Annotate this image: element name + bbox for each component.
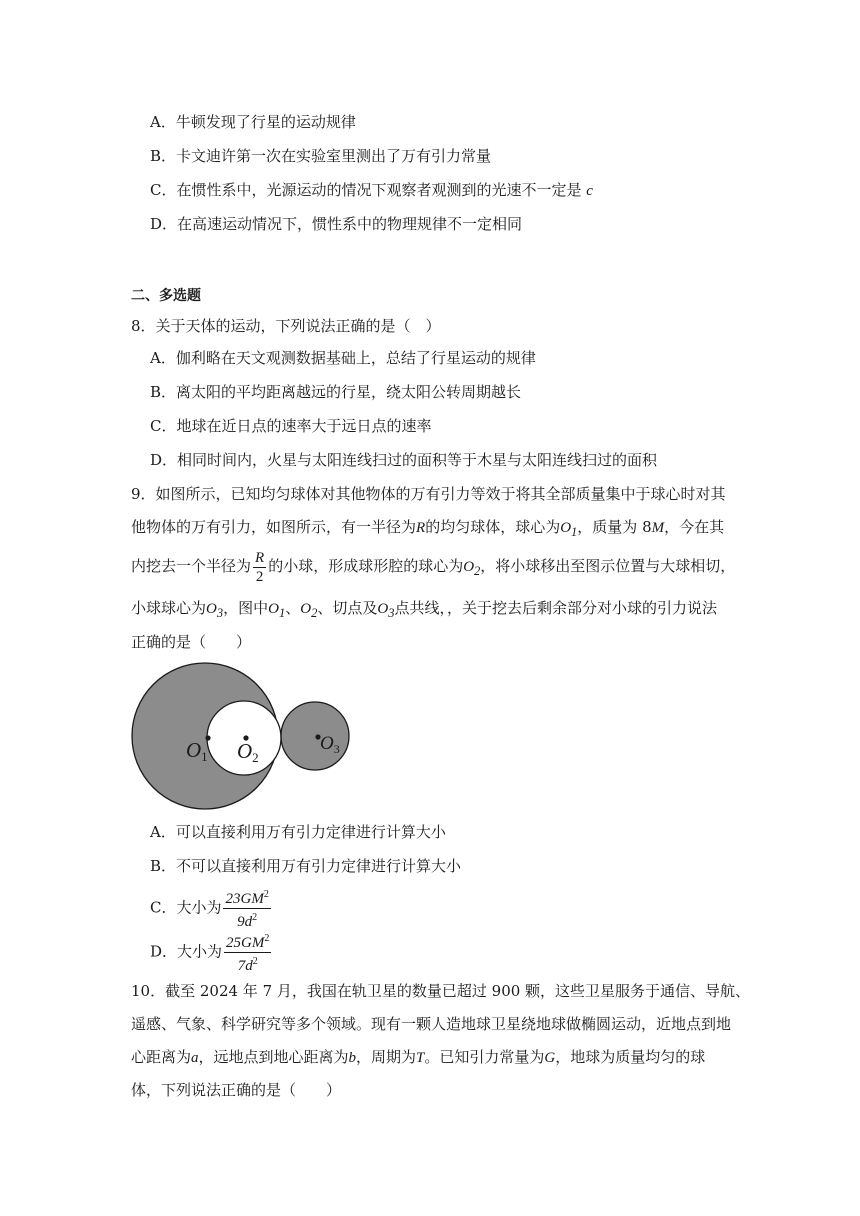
q10-text: 。已知引力常量为 [424,1048,545,1066]
q9-text: ，质量为 8 [577,518,652,536]
q9-var-o3: O [377,601,389,617]
q10-line-1: 10．截至 2024 年 7 月，我国在轨卫星的数量已超过 900 颗，这些卫星服务于通信、导航、 [131,982,751,1000]
q7-option-c-text: C．在惯性系中，光源运动的情况下观察者观测到的光速不一定是 [150,181,582,199]
fraction-denominator: 2 [255,568,264,585]
q7-option-b: B．卡文迪许第一次在实验室里测出了万有引力常量 [150,147,492,165]
q9-sub: 2 [311,606,318,620]
small-sphere [281,702,349,770]
q9-line-5: 正确的是（ ） [131,633,252,651]
q9-text: ，今在其 [664,518,725,536]
q9-var-o3: O [206,601,217,617]
q10-line-3 [131,1047,705,1068]
q9-option-b: B．不可以直接利用万有引力定律进行计算大小 [150,857,462,875]
q9-sub: 3 [216,606,224,620]
q9-text: 他物体的万有引力，如图所示，有一半径为 [131,518,417,536]
q9-sub: 1 [278,606,286,620]
section-heading: 二、多选题 [131,288,201,304]
exponent: 2 [264,933,270,944]
q9-text: 的小球，形成球形腔的球心为 [268,557,464,575]
fraction-numerator [223,886,270,909]
q9-text: 点共线，，关于挖去后剩余部分对小球的引力说法 [394,599,717,617]
q9-text: 小球球心为 [131,599,207,617]
option-label: C．大小为 [150,898,222,917]
q9-var-o2: O [463,559,475,575]
q9-fraction-r-over-2 [253,549,266,586]
label-o: O [237,739,253,763]
q9-text: 的均匀球体，球心为 [425,518,561,536]
fraction-numerator: R [255,549,265,566]
denominator-text: 9d [237,914,253,930]
q10-var-a: a [191,1050,199,1066]
q7-option-c [150,180,593,201]
numerator-text: 23GM [225,891,264,907]
q10-var-t: T [416,1050,425,1066]
label-sub: 2 [252,750,259,765]
q9-text: 、 [285,599,301,617]
q9-var-m: M [651,520,665,536]
label-o: O [186,738,202,762]
q9-option-c-fraction [223,886,270,931]
q7-option-c-var: c [586,183,593,199]
q8-option-c: C．地球在近日点的速率大于远日点的速率 [150,417,432,435]
q9-text: 内挖去一个半径为 [131,557,252,575]
q9-line-4 [131,598,717,623]
q10-line-2: 遥感、气象、科学研究等多个领域。现有一颗人造地球卫星绕地球做椭圆运动，近地点到地 [131,1015,732,1033]
q9-figure [130,661,360,811]
q7-option-d: D．在高速运动情况下，惯性系中的物理规律不一定相同 [150,215,523,233]
q10-text: ，远地点到地心距离为 [198,1048,349,1066]
q9-sub: 2 [474,564,481,578]
q9-sub: 1 [571,525,578,539]
q10-text: ，地球为质量均匀的球 [555,1048,706,1066]
q9-text: ，将小球移出至图示位置与大球相切， [480,557,736,575]
q9-option-a: A．可以直接利用万有引力定律进行计算大小 [150,823,446,841]
q9-line-1: 9．如图所示，已知均匀球体对其他物体的万有引力等效于将其全部质量集中于球心时对其 [131,485,726,503]
q8-option-b: B．离太阳的平均距离越远的行星，绕太阳公转周期越长 [150,383,522,401]
label-o: O [320,733,334,754]
fraction-numerator [224,930,271,953]
q9-var-o2: O [300,601,312,617]
exponent: 2 [263,889,269,900]
numerator-text: 25GM [226,935,265,951]
option-label: D．大小为 [150,942,223,961]
denominator-text: 7d [237,958,253,974]
q10-var-b: b [348,1050,357,1066]
label-sub: 3 [333,742,340,756]
q7-option-a: A．牛顿发现了行星的运动规律 [150,113,356,131]
q10-text: ，周期为 [356,1048,417,1066]
q9-var-r: R [416,520,426,536]
q9-sub: 3 [388,606,395,620]
q9-text: ，图中 [223,599,269,617]
exponent: 2 [252,956,258,967]
q9-option-d [150,930,273,975]
exponent: 2 [252,912,258,923]
q9-option-d-fraction [224,930,271,975]
q8-stem: 8．关于天体的运动，下列说法正确的是（ ） [131,317,441,335]
q10-var-g: G [544,1050,556,1066]
q9-line-2 [131,517,724,542]
q9-var-o1: O [560,520,572,536]
q9-option-c [150,886,273,931]
q9-var-o1: O [268,601,279,617]
q9-line-3 [131,548,735,589]
q9-text: 、切点及 [317,599,378,617]
q10-text: 心距离为 [131,1048,192,1066]
center-dot-o1 [205,735,210,740]
q8-option-d: D．相同时间内，火星与太阳连线扫过的面积等于木星与太阳连线扫过的面积 [150,451,658,469]
label-sub: 1 [201,749,208,764]
fraction-denominator [224,953,271,975]
q10-line-4: 体，下列说法正确的是（ ） [131,1081,342,1099]
q8-option-a: A．伽利略在天文观测数据基础上，总结了行星运动的规律 [150,349,536,367]
fraction-denominator [223,909,270,931]
